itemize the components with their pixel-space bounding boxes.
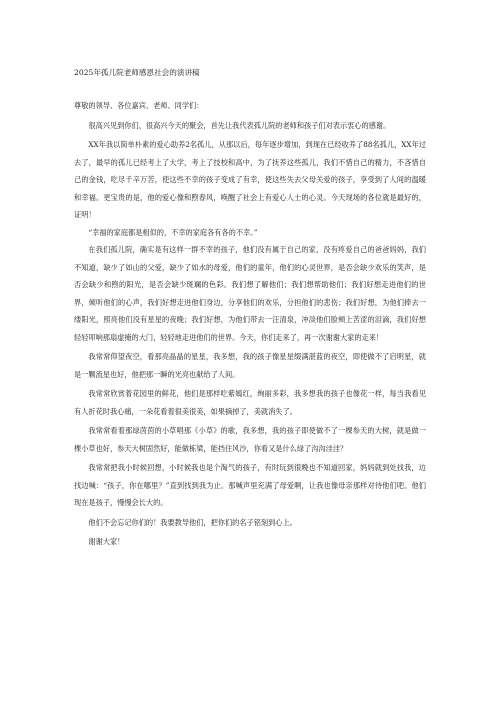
- paragraph-9: 他们不会忘记你们的！我要教导他们，把你们的名子铭刻到心上。: [88, 517, 297, 527]
- quote-paragraph: “幸福的家庭都是相似的，不幸的家庭各有各的不幸。”: [88, 227, 258, 237]
- salutation: 尊敬的领导、各位嘉宾、老师、同学们：: [74, 101, 204, 110]
- paragraph-5: 我常常仰望夜空，看那亮晶晶的星星，我多想，我的孩子像星星缀满湛蓝的夜空，即使做不了启明星，就是一颗流星也好，他把那一瞬的光亮也献给了人间。: [74, 352, 426, 379]
- closing-thanks: 谢谢大家！: [88, 537, 125, 546]
- paragraph-8: 我常常把我小时候回想，小时候我也是个淘气的孩子，有时玩到很晚也不知道回家，妈妈就到处找我，边找边喊：“孩子，你在哪里？”直到找到我为止。那喊声里充满了母爱啊，让我也像母亲那样对待他们吧。他们现在是孩子，慢慢会长大的。: [74, 463, 426, 507]
- paragraph-2: XX年我以简单朴素的爱心助养2名孤儿，从那以后，每年逐步增加，到现在已经收养了88名孤儿，XX年过去了，最早的孤儿已经考上了大学，考上了技校和高中，为了抚养这些孤儿，我们不惜自己的精力，不吝惜自己的金钱，吃尽千辛万苦，使这些不幸的孩子变成了有幸，使这些失去父母关爱的孩子，享受到了人间的温暖和幸福。更宝贵的是，他的爱心像和煦春风，唤醒了社会上有爱心人士的心灵。今天现场的各位就是最好的，证明！: [74, 140, 426, 219]
- document-body: [74, 97, 426, 551]
- paragraph-7: 我常常看着那绿茵茵的小草唱那《小草》的歌，我多想，我的孩子即使做不了一棵参天的大树，就是做一棵小草也好，参天大树固然好，能做栋梁，能挡住风沙，你看又是什么绿了沟沟洼洼？: [74, 426, 426, 453]
- paragraph-4: 在我们孤儿院，确实是有这样一群不幸的孩子，他们没有属于自己的家，没有疼爱自己的爸爸妈妈，我们不知道，缺少了如山的父爱，缺少了如水的母爱，他们的童年，他们的心灵世界，是否会缺少欢乐的笑声，是否会缺少和煦的阳光，是否会缺少斑斓的色彩。我们想了解他们；我们想帮助他们；我们好想走进他们的世界，倾听他们的心声，我们好想走进他们身边，分享他们的欢乐，分担他们的悲伤；我们好想，为他们捧去一缕阳光，照亮他们没有星星的夜晚；我们好想，为他们带去一汪清泉，冲淡他们脸颊上苦涩的泪滴，我们好想轻轻叩响那扇虚掩的大门，轻轻地走进他们的世界。今天，你们走来了，再一次谢谢大家的走来！: [74, 245, 426, 342]
- document-title: 2025年孤儿院老师感恩社会的演讲稿: [74, 68, 200, 77]
- paragraph-1: 很高兴见到你们，很高兴今天的聚会，首先让我代表孤儿院的老师和孩子们对表示衷心的感谢。: [88, 120, 391, 130]
- paragraph-6: 我常常欣赏着花园里的鲜花，他们是那样吃紫嫣红，绚丽多彩，我多想我的孩子也像花一样，每当我看见有人折花时我心痛，一朵花看着很美很美，如果摘掉了，美就消失了。: [74, 389, 426, 416]
